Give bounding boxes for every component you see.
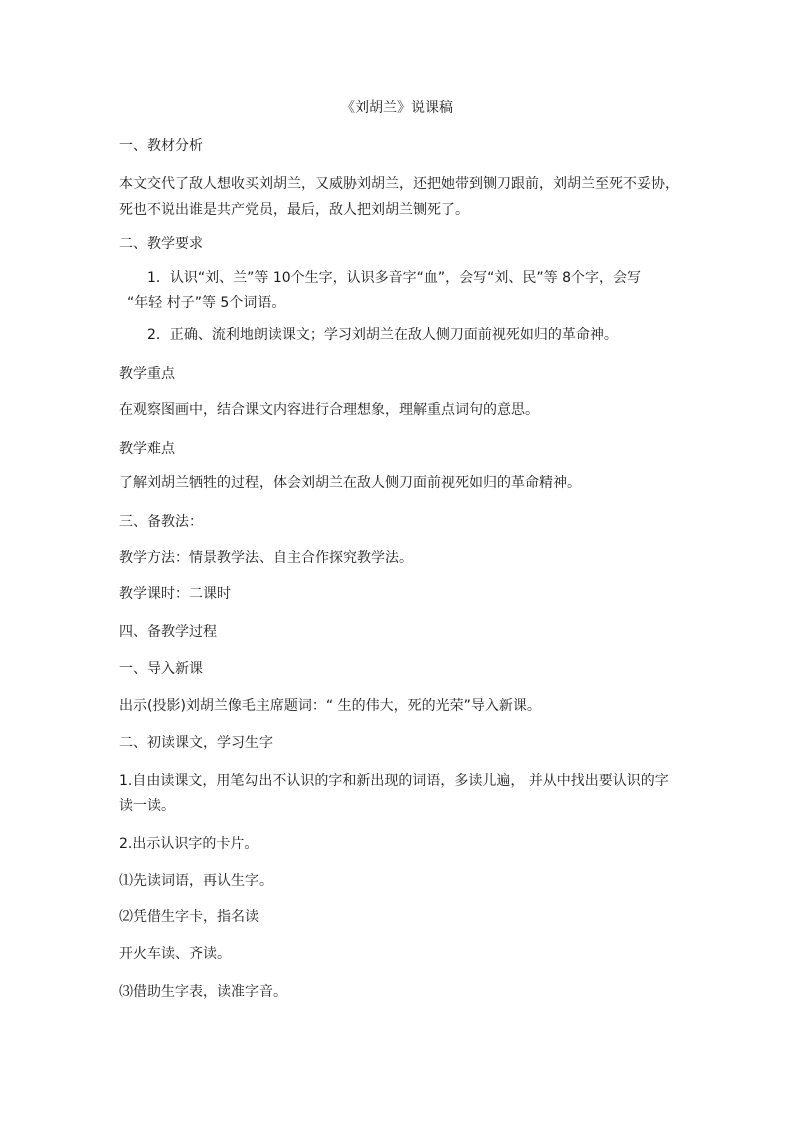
page-title: 《刘胡兰》说课稿 [341,100,453,116]
list-item-continued: 读一读。 [119,798,175,814]
paragraph-line: 了解刘胡兰牺牲的过程，体会刘胡兰在敌人侧刀面前视死如归的革命精神。 [119,475,581,491]
paragraph-line: 在观察图画中，结合课文内容进行合理想象，理解重点词句的意思。 [119,402,539,418]
paragraph-line: 本文交代了敌人想收买刘胡兰，又威胁刘胡兰，还把她带到铡刀跟前，刘胡兰至死不妥协， [119,176,679,192]
paragraph-line: 出示(投影)刘胡兰像毛主席题词：“ 生的伟大，死的光荣”导入新课。 [119,698,541,714]
requirement-item-2: 2．正确、流利地朗读课文；学习刘胡兰在敌人侧刀面前视死如归的革命神。 [147,327,618,343]
list-item: ⑵凭借生字卡，指名读 [119,909,259,925]
section-heading-teaching-difficulty: 教学难点 [119,441,175,457]
section-heading-teaching-method: 三、备教法： [119,514,203,530]
section-heading-teaching-requirements: 二、教学要求 [119,236,203,252]
subsection-heading: 二、初读课文，学习生字 [119,735,273,751]
paragraph-line: 教学方法：情景教学法、自主合作探究教学法。 [119,550,413,566]
requirement-item-1-continued: “年轻 村子”等 5个词语。 [127,295,286,311]
paragraph-line: 死也不说出谁是共产党员，最后，敌人把刘胡兰铡死了。 [119,202,469,218]
paragraph-line: 教学课时：二课时 [119,586,231,602]
list-item: ⑶借助生字表，读准字音。 [119,984,287,1000]
section-heading-textbook-analysis: 一、教材分析 [119,138,203,154]
paragraph-line: 开火车读、齐读。 [119,946,231,962]
list-item: 2.出示认识字的卡片。 [119,836,259,852]
requirement-item-1: 1．认识“刘、兰”等 10个生字，认识多音字“血”，会写“刘、民”等 8个字，会写 [147,270,642,286]
list-item: ⑴先读词语，再认生字。 [119,873,273,889]
section-heading-teaching-process: 四、备教学过程 [119,624,217,640]
subsection-heading: 一、导入新课 [119,661,203,677]
list-item: 1.自由读课文，用笔勾出不认识的字和新出现的词语，多读儿遍， 并从中找出要认识的字 [119,773,669,789]
section-heading-teaching-focus: 教学重点 [119,366,175,382]
